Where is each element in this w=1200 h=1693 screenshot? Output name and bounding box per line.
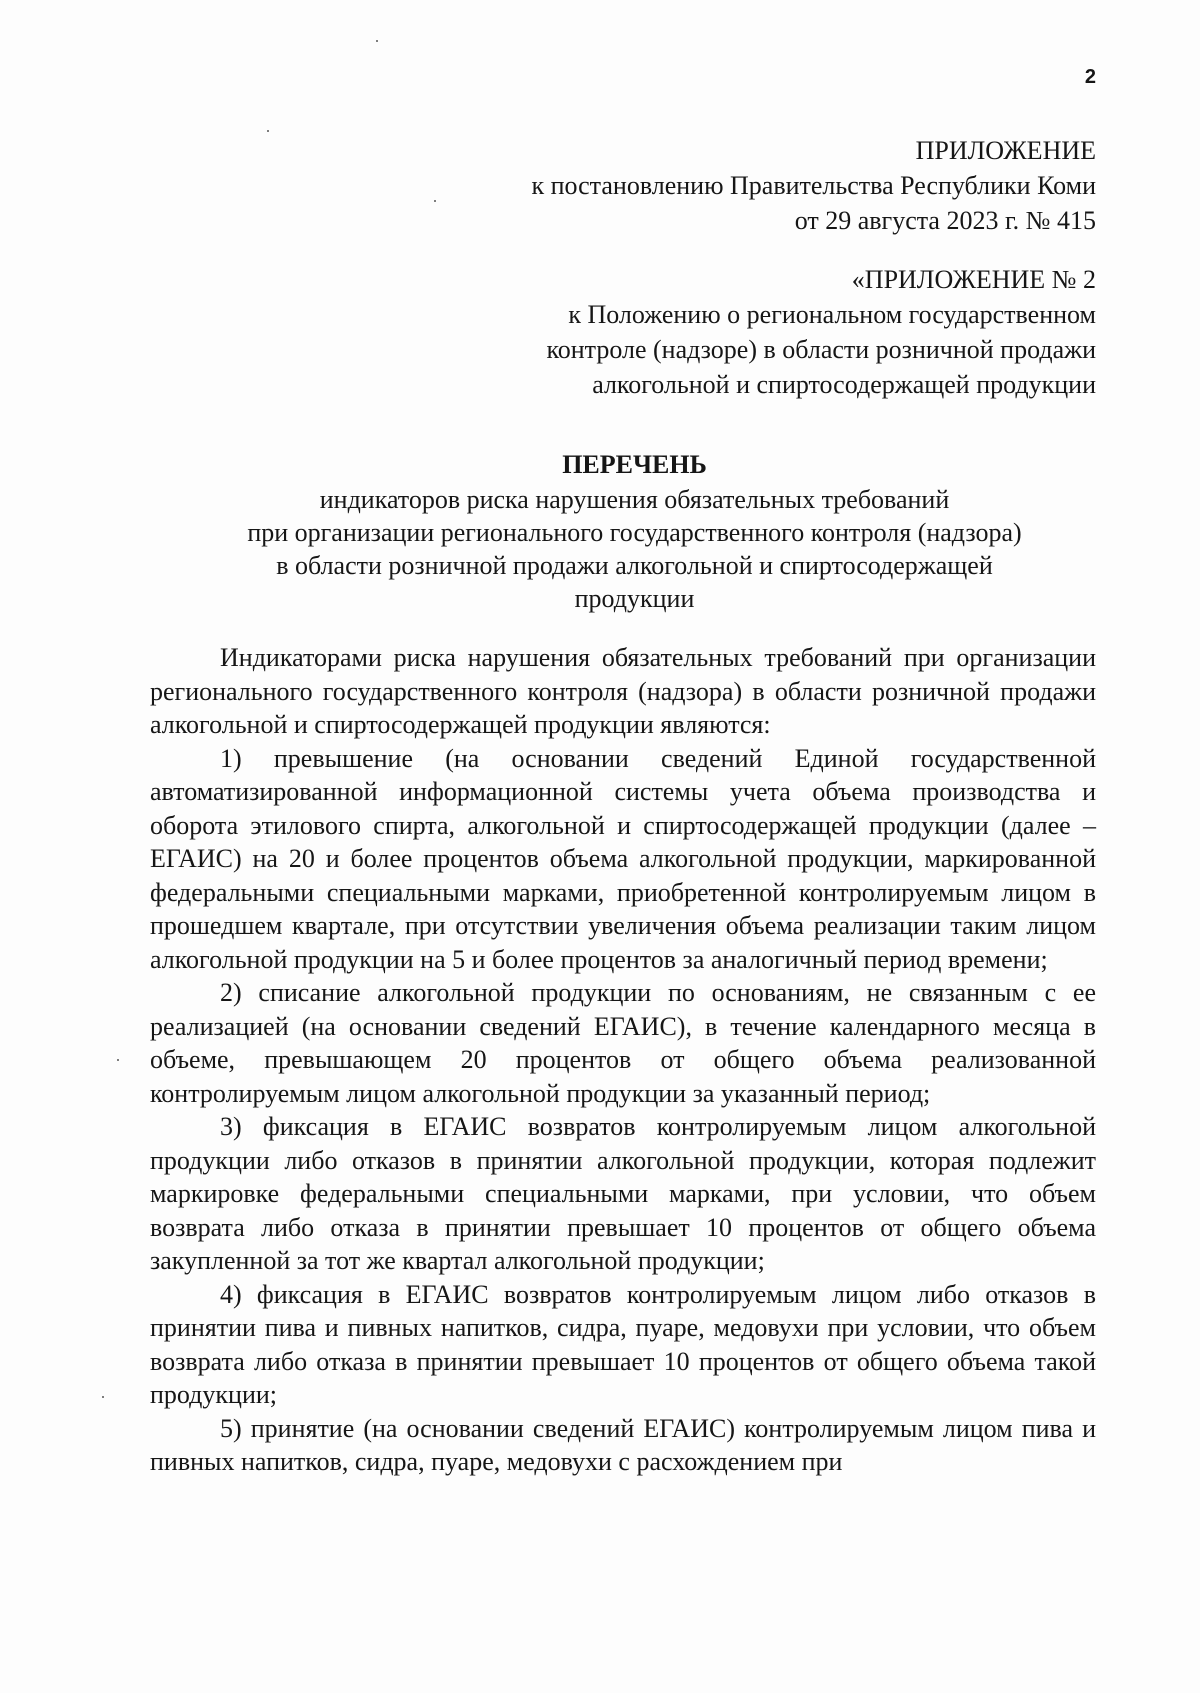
document-subtitle-line: продукции [574, 584, 695, 613]
appendix2-line: к Положению о региональном государственном [568, 300, 1096, 329]
body-paragraph: Индикаторами риска нарушения обязательных требований при организации регионального государственного контроля (надзора) в области розничной продажи алкогольной и спиртосодержащей продукции являются: [150, 643, 1096, 739]
document-heading [175, 448, 1094, 615]
document-body [150, 641, 1096, 1479]
document-subtitle-line: в области розничной продажи алкогольной и спиртосодержащей [276, 551, 993, 580]
body-paragraph: 1) превышение (на основании сведений Единой государственной автоматизированной информационной системы учета объема производства и оборота этилового спирта, алкогольной и спиртосодержащей продукции (далее – ЕГАИС) на 20 и более процентов объема алкогольной продукции, маркированной федеральными специальными марками, приобретенной контролируемым лицом в прошедшем квартале, при отсутствии увеличения объема реализации таким лицом алкогольной продукции на 5 и более процентов за аналогичный период времени; [150, 743, 1096, 974]
body-paragraph: 4) фиксация в ЕГАИС возвратов контролируемым лицом либо отказов в принятии пива и пивных напитков, сидра, пуаре, медовухи при условии, что объем возврата либо отказа в принятии превышает 10 процентов от общего объема такой продукции; [150, 1279, 1096, 1409]
appendix-line: от 29 августа 2023 г. № 415 [794, 206, 1096, 235]
body-paragraph: 2) списание алкогольной продукции по основаниям, не связанным с ее реализацией (на основании сведений ЕГАИС), в течение календарного месяца в объеме, превышающем 20 процентов от общего объема реализованной контролируемым лицом алкогольной продукции за указанный период; [150, 978, 1096, 1108]
scan-speck [434, 200, 436, 202]
scan-speck [117, 1059, 119, 1061]
body-paragraph: 5) принятие (на основании сведений ЕГАИС) контролируемым лицом пива и пивных напитков, сидра, пуаре, медовухи с расхождением при [150, 1413, 1096, 1476]
document-title: ПЕРЕЧЕНЬ [562, 450, 707, 479]
appendix-header [531, 133, 1096, 238]
appendix2-line: алкогольной и спиртосодержащей продукции [592, 370, 1096, 399]
scan-speck [376, 40, 378, 42]
scan-speck [267, 130, 269, 132]
document-subtitle-line: индикаторов риска нарушения обязательных требований [319, 485, 950, 514]
appendix-line: ПРИЛОЖЕНИЕ [915, 136, 1096, 165]
appendix2-line: контроле (надзоре) в области розничной продажи [546, 335, 1096, 364]
page-number: 2 [1084, 66, 1096, 88]
appendix2-header [546, 262, 1096, 402]
document-subtitle-line: при организации регионального государственного контроля (надзора) [247, 518, 1022, 547]
appendix2-line: «ПРИЛОЖЕНИЕ № 2 [851, 265, 1096, 294]
scan-speck [102, 1396, 104, 1398]
appendix-line: к постановлению Правительства Республики Коми [531, 171, 1096, 200]
body-paragraph: 3) фиксация в ЕГАИС возвратов контролируемым лицом алкогольной продукции либо отказов в принятии алкогольной продукции, которая подлежит маркировке федеральными специальными марками, при условии, что объем возврата либо отказа в принятии превышает 10 процентов от общего объема закупленной за тот же квартал алкогольной продукции; [150, 1112, 1096, 1275]
